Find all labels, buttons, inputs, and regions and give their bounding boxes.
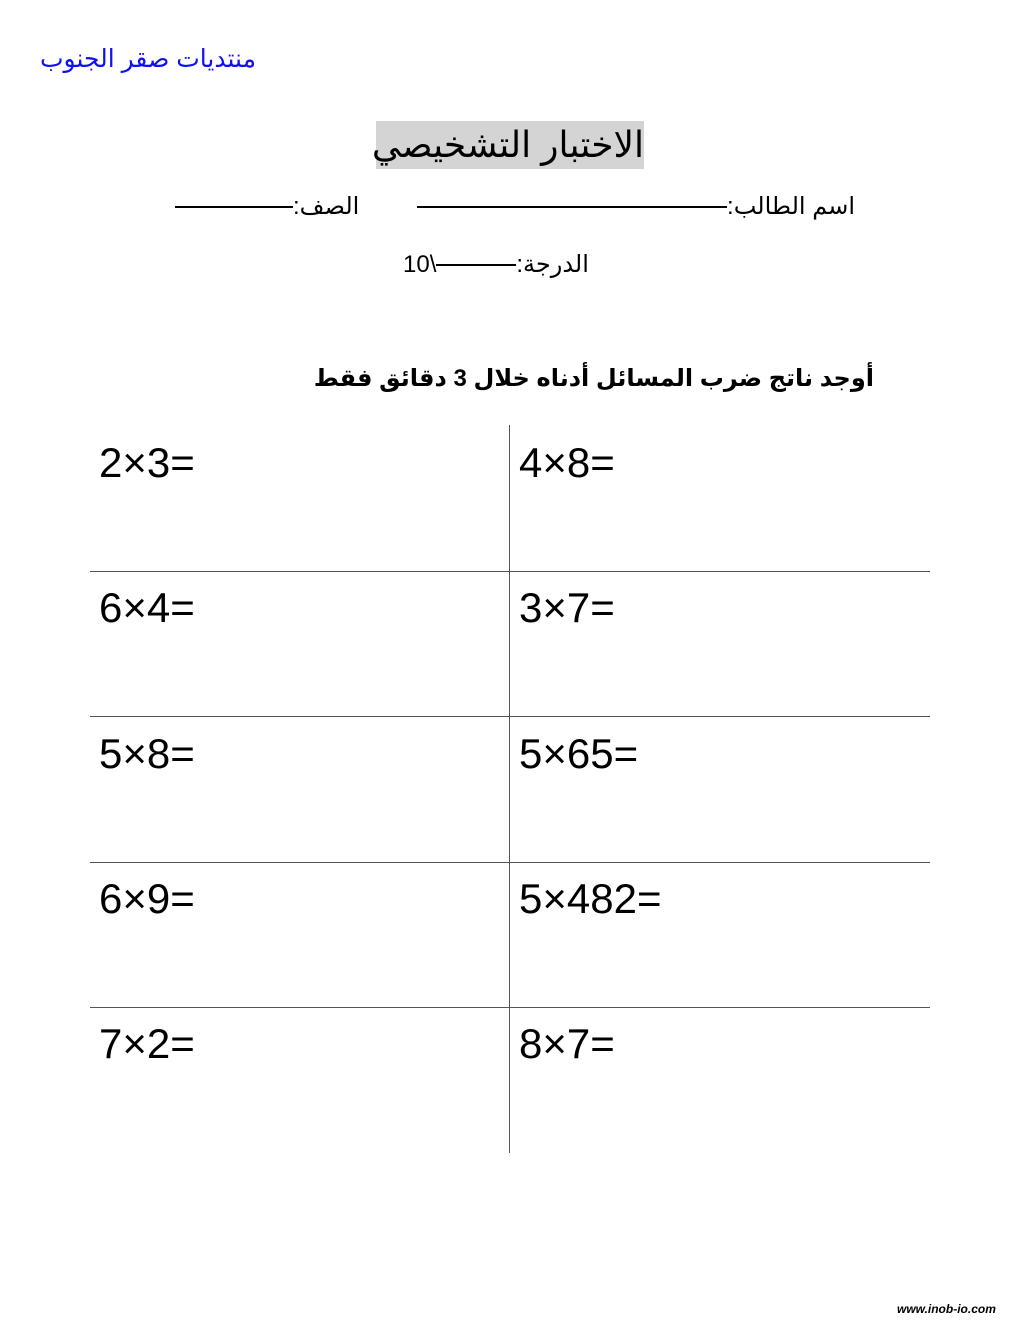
problem-cell: 8×7= (519, 1020, 615, 1067)
grid-divider-horizontal (90, 862, 930, 863)
student-name-label: اسم الطالب: (727, 193, 855, 220)
problem-cell: 6×9= (99, 875, 195, 922)
page-title: الاختبار التشخيصي (376, 121, 644, 169)
problem-cell: 3×7= (519, 584, 615, 631)
problem-cell: 4×8= (519, 439, 615, 486)
grade-row (403, 248, 589, 282)
student-name-row (417, 190, 855, 224)
grid-divider-horizontal (90, 716, 930, 717)
problem-cell: 7×2= (99, 1020, 195, 1067)
grade-blank[interactable] (436, 264, 516, 266)
grade-total: 10\ (403, 251, 437, 278)
problem-cell: 2×3= (99, 439, 195, 486)
grid-divider-vertical (509, 425, 510, 1153)
problem-cell: 5×65= (519, 730, 639, 777)
instructions: أوجد ناتج ضرب المسائل أدناه خلال 3 دقائق فقط (313, 365, 874, 392)
problem-cell: 5×8= (99, 730, 195, 777)
watermark: www.inob-io.com (897, 1302, 996, 1316)
class-blank[interactable] (175, 206, 293, 208)
grid-divider-horizontal (90, 571, 930, 572)
student-name-blank[interactable] (417, 206, 727, 208)
class-label: الصف: (293, 193, 360, 220)
grid-divider-horizontal (90, 1007, 930, 1008)
grade-label: الدرجة: (516, 251, 589, 278)
class-row (175, 190, 359, 224)
problem-cell: 6×4= (99, 584, 195, 631)
forum-name: منتديات صقر الجنوب (40, 45, 256, 73)
problem-cell: 5×482= (519, 875, 662, 922)
